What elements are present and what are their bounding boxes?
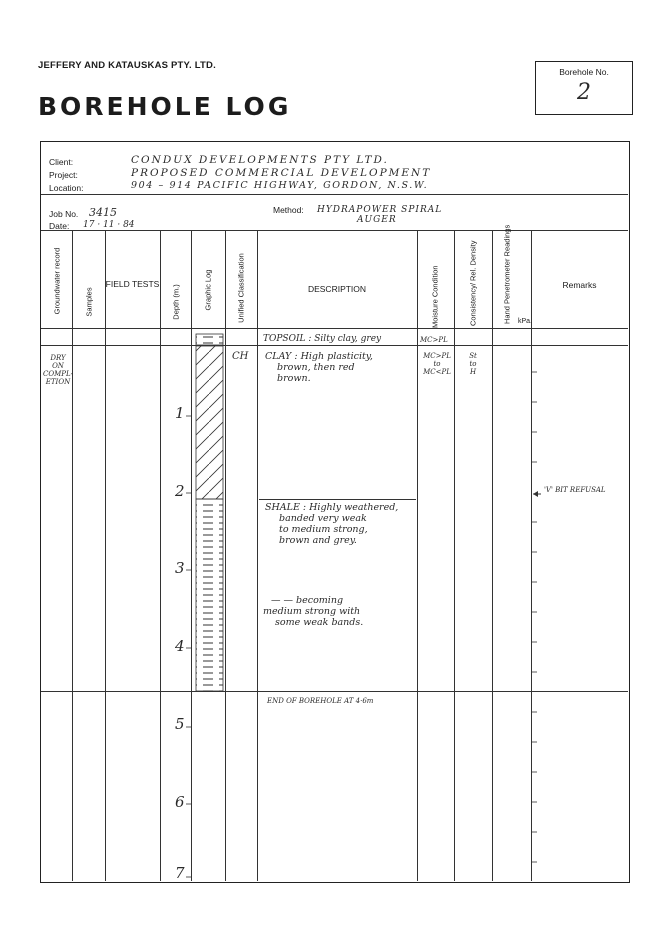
clay-classification: CH [232, 351, 249, 362]
client-label: Client: [49, 157, 74, 167]
method-label: Method: [273, 205, 304, 215]
groundwater-note: DRY ON COMPL- ETION [43, 354, 73, 386]
date-label: Date: [49, 221, 70, 231]
borehole-number: 2 [577, 80, 591, 105]
description-header: DESCRIPTION [307, 284, 367, 294]
job-value: 3415 [89, 206, 117, 219]
location-value: 904 – 914 PACIFIC HIGHWAY, GORDON, N.S.W. [131, 180, 429, 191]
document-title: BOREHOLE LOG [38, 92, 292, 121]
clay-consistency: St to H [469, 352, 477, 376]
method-value-line2: AUGER [357, 215, 397, 225]
penetrometer-unit: kPa. [518, 318, 533, 325]
project-label: Project: [49, 170, 78, 180]
penetrometer-header: Hand Penetrometer Readings [502, 224, 512, 324]
depth-4: 4 [175, 637, 185, 655]
graphic-log-header: Graphic Log [203, 269, 213, 311]
moisture-header: Moisture Condition [430, 265, 440, 328]
field-tests-header: FIELD TESTS [105, 279, 160, 289]
groundwater-header: Groundwater record [52, 247, 62, 315]
shale-note: — — becoming medium strong with some weak bands. [263, 595, 364, 628]
client-value: CONDUX DEVELOPMENTS PTY LTD. [131, 154, 389, 166]
depth-5: 5 [175, 715, 185, 733]
samples-header: Samples [84, 287, 94, 317]
shale-description: SHALE : Highly weathered, banded very weak to medium strong, brown and grey. [265, 502, 399, 546]
depth-1: 1 [175, 404, 185, 422]
company-name: JEFFERY AND KATAUSKAS PTY. LTD. [38, 60, 216, 71]
job-label: Job No. [49, 209, 79, 219]
project-value: PROPOSED COMMERCIAL DEVELOPMENT [131, 167, 432, 179]
method-value: HYDRAPOWER SPIRAL [317, 205, 443, 215]
location-label: Location: [49, 183, 84, 193]
clay-moisture: MC>PL to MC<PL [423, 352, 451, 376]
refusal-remark: 'V' BIT REFUSAL [544, 486, 606, 494]
end-of-borehole-note: END OF BOREHOLE AT 4·6m [267, 697, 374, 705]
depth-7: 7 [175, 864, 185, 882]
topsoil-moisture: MC>PL [420, 336, 448, 344]
borehole-number-box [535, 61, 633, 115]
depth-header: Depth (m.) [171, 284, 181, 320]
depth-2: 2 [175, 482, 185, 500]
unified-classification-header: Unified Classification [236, 253, 246, 323]
consistency-header: Consistency/ Rel. Density [468, 240, 478, 326]
log-sheet [40, 141, 630, 883]
remarks-header: Remarks [562, 280, 597, 290]
depth-6: 6 [175, 793, 185, 811]
date-value: 17 · 11 · 84 [83, 220, 135, 230]
borehole-label: Borehole No. [559, 67, 609, 77]
topsoil-description: TOPSOIL : Silty clay, grey [263, 334, 382, 344]
depth-3: 3 [175, 559, 185, 577]
clay-description: CLAY : High plasticity, brown, then red brown. [265, 351, 373, 384]
